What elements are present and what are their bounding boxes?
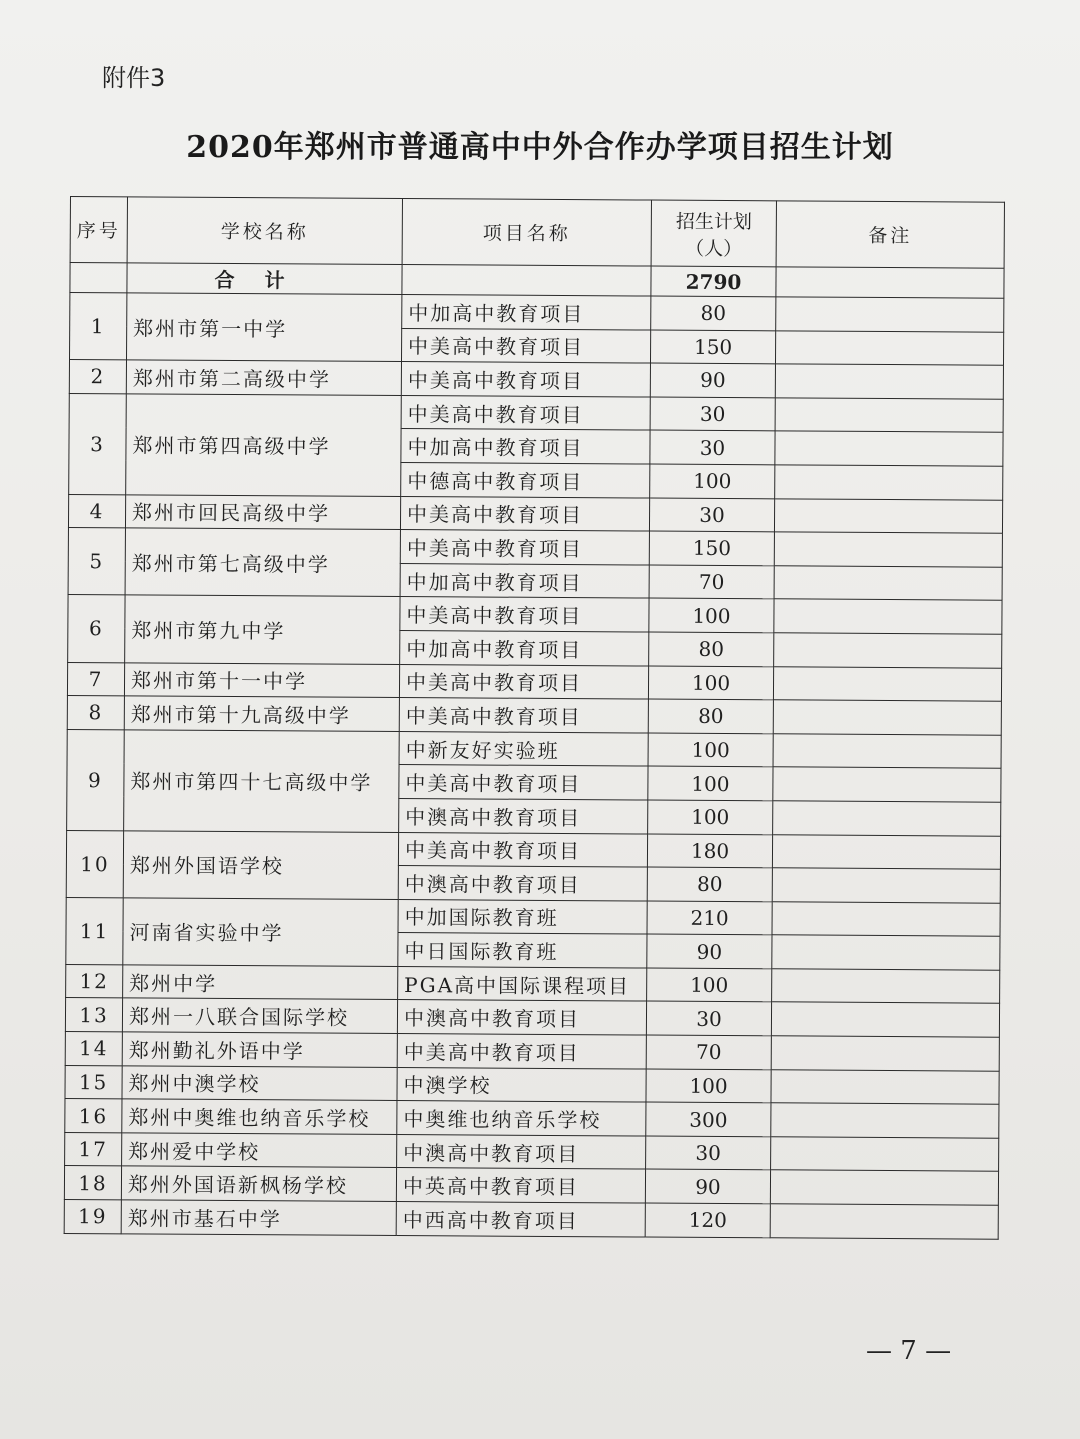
quota-value: 100 (648, 766, 773, 800)
remark-cell (770, 1170, 998, 1205)
school-name: 郑州市第二高级中学 (126, 360, 401, 395)
project-name: 中美高中教育项目 (400, 597, 649, 632)
school-name: 郑州爱中学校 (122, 1133, 397, 1168)
row-number: 13 (65, 998, 122, 1032)
row-number: 7 (67, 662, 124, 696)
quota-value: 80 (649, 632, 774, 666)
project-name: 中美高中教育项目 (401, 362, 650, 397)
row-number: 5 (68, 528, 125, 596)
table-row (67, 662, 1001, 701)
quota-value: 100 (649, 598, 774, 632)
row-number: 3 (69, 393, 127, 494)
school-name: 郑州中奥维也纳音乐学校 (122, 1099, 397, 1134)
table-row (69, 393, 1003, 432)
table-row (70, 293, 1004, 332)
total-remark-cell (776, 267, 1004, 298)
table-row (67, 729, 1001, 768)
table-row (67, 696, 1001, 735)
row-number: 17 (65, 1132, 122, 1166)
school-name: 郑州市第四十七高级中学 (124, 730, 400, 832)
project-name: 中日国际教育班 (398, 933, 647, 968)
header-remark: 备注 (776, 201, 1004, 268)
remark-cell (772, 935, 1000, 970)
quota-value: 30 (650, 430, 775, 464)
project-name: 中英高中教育项目 (396, 1168, 645, 1203)
quota-value: 30 (649, 498, 774, 532)
quota-value: 80 (651, 296, 776, 330)
project-name: 中美高中教育项目 (397, 1034, 646, 1069)
school-name: 郑州勤礼外语中学 (122, 1032, 397, 1067)
project-name: 中奥维也纳音乐学校 (397, 1101, 646, 1136)
enrollment-plan-table (64, 196, 1005, 1239)
table-row (69, 360, 1003, 399)
project-name: 中澳高中教育项目 (397, 1134, 646, 1169)
remark-cell (771, 1103, 999, 1138)
attachment-label: 附件3 (102, 64, 166, 92)
remark-cell (775, 431, 1003, 466)
project-name: 中美高中教育项目 (401, 395, 650, 430)
row-number: 18 (64, 1166, 121, 1200)
page-number: — 7 — (866, 1336, 952, 1366)
project-name: 中澳学校 (397, 1067, 646, 1102)
project-name: 中美高中教育项目 (399, 664, 648, 699)
row-number: 12 (66, 964, 123, 998)
header-project: 项目名称 (402, 199, 651, 267)
table-row (64, 1166, 998, 1205)
row-number: 9 (67, 729, 125, 830)
remark-cell (774, 532, 1002, 567)
project-name: 中西高中教育项目 (396, 1202, 645, 1237)
row-number: 16 (65, 1099, 122, 1133)
remark-cell (773, 666, 1001, 701)
remark-cell (776, 297, 1004, 332)
quota-value: 70 (646, 1035, 771, 1069)
total-no-cell (70, 263, 127, 293)
quota-value: 30 (646, 1002, 771, 1036)
quota-value: 180 (647, 834, 772, 868)
school-name: 郑州市基石中学 (121, 1200, 396, 1235)
project-name: PGA高中国际课程项目 (398, 966, 647, 1001)
quota-value: 150 (649, 531, 774, 565)
remark-cell (773, 767, 1001, 802)
table-header-row (70, 197, 1004, 269)
quota-value: 210 (647, 901, 772, 935)
project-name: 中美高中教育项目 (399, 698, 648, 733)
table-row (68, 528, 1002, 567)
remark-cell (775, 364, 1003, 399)
row-number: 15 (65, 1065, 122, 1099)
quota-value: 100 (650, 464, 775, 498)
table-row (65, 1032, 999, 1071)
quota-value: 300 (646, 1102, 771, 1136)
row-number: 14 (65, 1032, 122, 1066)
remark-cell (771, 1002, 999, 1037)
project-name: 中美高中教育项目 (402, 328, 651, 363)
project-name: 中澳高中教育项目 (399, 798, 648, 833)
remark-cell (776, 330, 1004, 365)
table-row (64, 1200, 998, 1239)
project-name: 中加高中教育项目 (400, 630, 649, 665)
remark-cell (773, 700, 1001, 735)
header-school: 学校名称 (127, 197, 402, 265)
remark-cell (775, 398, 1003, 433)
project-name: 中美高中教育项目 (398, 832, 647, 867)
row-number: 4 (68, 494, 125, 528)
quota-value: 80 (648, 699, 773, 733)
quota-value: 100 (648, 733, 773, 767)
quota-value: 100 (646, 1069, 771, 1103)
project-name: 中新友好实验班 (399, 731, 648, 766)
quota-value: 30 (646, 1136, 771, 1170)
quota-value: 120 (645, 1203, 770, 1237)
table-row (68, 595, 1002, 634)
school-name: 郑州市第十九高级中学 (124, 696, 399, 731)
remark-cell (771, 1069, 999, 1104)
school-name: 郑州外国语学校 (123, 830, 398, 899)
school-name: 郑州外国语新枫杨学校 (121, 1166, 396, 1201)
row-number: 19 (64, 1200, 121, 1234)
table-row (66, 964, 1000, 1003)
project-name: 中加高中教育项目 (401, 429, 650, 464)
row-number: 1 (70, 293, 127, 361)
table-row (65, 1065, 999, 1104)
remark-cell (772, 901, 1000, 936)
table-row (66, 830, 1000, 869)
quota-value: 100 (647, 968, 772, 1002)
remark-cell (774, 633, 1002, 668)
header-quota (651, 200, 776, 267)
school-name: 河南省实验中学 (123, 898, 398, 967)
row-number: 6 (68, 595, 125, 663)
school-name: 郑州市第十一中学 (124, 662, 399, 697)
project-name: 中澳高中教育项目 (398, 866, 647, 901)
table-row (68, 494, 1002, 533)
quota-value: 90 (647, 934, 772, 968)
school-name: 郑州中澳学校 (122, 1065, 397, 1100)
row-number: 2 (69, 360, 126, 394)
row-number: 11 (66, 897, 123, 965)
remark-cell (775, 465, 1003, 500)
school-name: 郑州市第九中学 (125, 595, 400, 664)
quota-value: 30 (650, 397, 775, 431)
document-title: 2020年郑州市普通高中中外合作办学项目招生计划 (186, 130, 894, 165)
total-project-cell (402, 265, 651, 297)
remark-cell (774, 566, 1002, 601)
quota-value: 150 (651, 330, 776, 364)
remark-cell (772, 834, 1000, 869)
table-body (64, 263, 1004, 1239)
row-number: 8 (67, 696, 124, 730)
remark-cell (773, 801, 1001, 836)
remark-cell (773, 734, 1001, 769)
school-name: 郑州一八联合国际学校 (122, 998, 397, 1033)
header-quota-line2: （人） (685, 237, 743, 260)
school-name: 郑州市回民高级中学 (125, 494, 400, 529)
project-name: 中德高中教育项目 (401, 462, 650, 497)
quota-value: 100 (648, 666, 773, 700)
quota-value: 90 (650, 363, 775, 397)
project-name: 中加高中教育项目 (402, 295, 651, 330)
table-row (65, 998, 999, 1037)
table-row (66, 897, 1000, 936)
project-name: 中美高中教育项目 (399, 765, 648, 800)
remark-cell (771, 1137, 999, 1172)
table-row (65, 1132, 999, 1171)
header-no: 序号 (70, 197, 127, 263)
total-value: 2790 (651, 266, 776, 297)
remark-cell (772, 969, 1000, 1004)
total-label: 合计 (127, 263, 402, 295)
remark-cell (774, 599, 1002, 634)
remark-cell (772, 868, 1000, 903)
school-name: 郑州市第四高级中学 (126, 394, 402, 496)
quota-value: 80 (647, 867, 772, 901)
quota-value: 70 (649, 565, 774, 599)
header-quota-line1: 招生计划 (675, 210, 752, 233)
row-number: 10 (66, 830, 123, 898)
project-name: 中美高中教育项目 (400, 496, 649, 531)
school-name: 郑州中学 (123, 965, 398, 1000)
remark-cell (771, 1036, 999, 1071)
project-name: 中加国际教育班 (398, 899, 647, 934)
quota-value: 100 (648, 800, 773, 834)
school-name: 郑州市第一中学 (127, 293, 402, 362)
quota-value: 90 (645, 1169, 770, 1203)
school-name: 郑州市第七高级中学 (125, 528, 400, 597)
project-name: 中澳高中教育项目 (397, 1000, 646, 1035)
remark-cell (774, 498, 1002, 533)
project-name: 中加高中教育项目 (400, 563, 649, 598)
remark-cell (770, 1204, 998, 1239)
table-row (65, 1099, 999, 1138)
project-name: 中美高中教育项目 (400, 530, 649, 565)
